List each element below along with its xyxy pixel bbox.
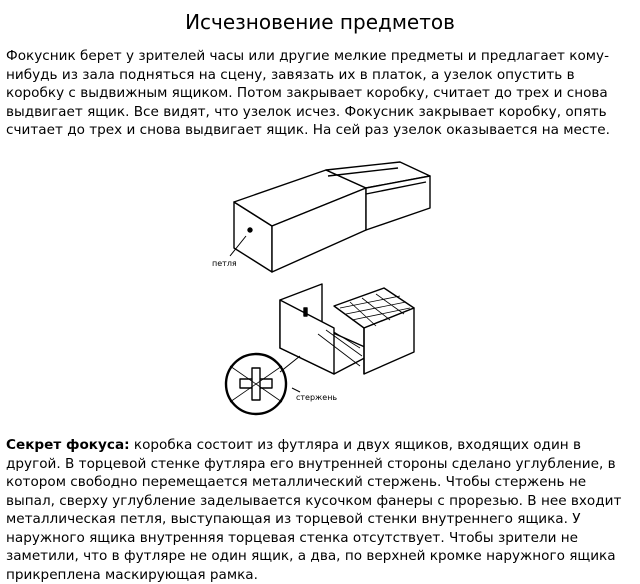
secret-paragraph	[6, 436, 636, 584]
intro-paragraph: Фокусник берет у зрителей часы или другие мелкие предметы и предлагает кому-нибудь из зала подняться на сцену, завязать их в платок, а узелок опустить в коробку с выдвижным ящиком. Потом закрывает коробку, считает до трех и снова выдвигает ящик. Все видят, что узелок исчез. Фокусник закрывает коробку, опять считает до трех и снова выдвигает ящик. На сей раз узелок оказывается на месте.	[6, 48, 610, 138]
loop-label: петля	[212, 259, 237, 268]
secret-text: коробка состоит из футляра и двух ящиков, входящих один в другой. В торцевой стенке футляра его внутренней стороны сделано углубление, в котором свободно перемещается металлический стержень. Чтобы стержень не выпал, сверху углубление заделывается кусочком фанеры с прорезью. В нее входит металлическая петля, выступающая из торцевой стенки внутреннего ящика. У наружного ящика внутренняя торцевая стенка отсутствует. Чтобы зрители не заметили, что в футляре не один ящик, а два, по верхней кромке наружного ящика прикреплена маскирующая рамка.	[6, 437, 622, 583]
secret-label: Секрет фокуса:	[6, 437, 130, 453]
page-title: Исчезновение предметов	[185, 10, 455, 34]
rod-label: стержень	[296, 393, 338, 402]
closed-box-drawing	[230, 162, 430, 272]
trick-illustration	[200, 156, 440, 426]
